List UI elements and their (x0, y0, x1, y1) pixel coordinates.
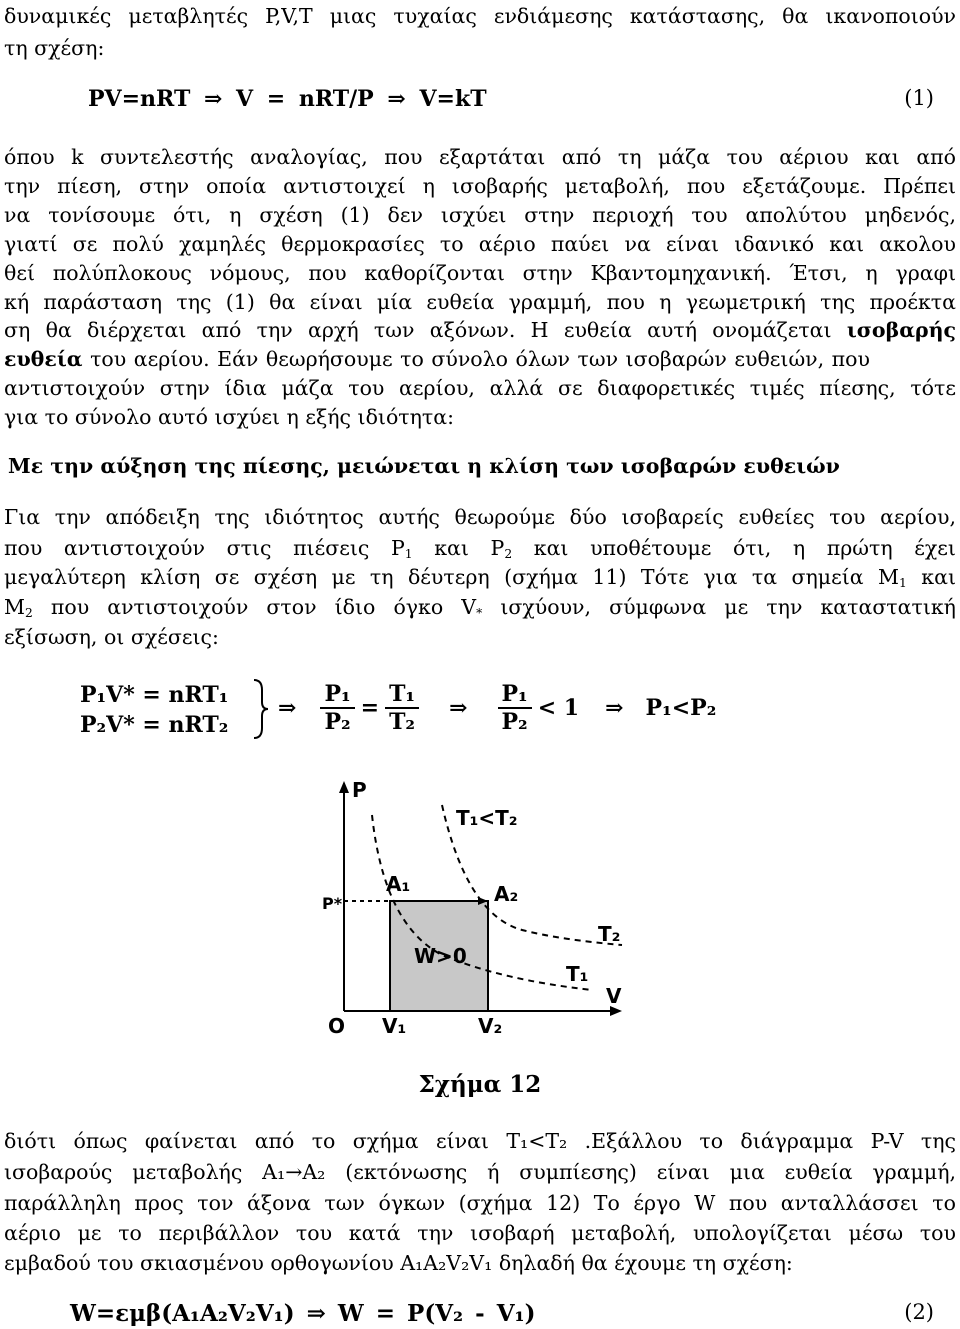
text-line: να τονίσουμε ότι, η σχέση (1) δεν ισχύει στην περιοχή του απολύτου μηδενός, (4, 203, 956, 227)
text-line-part: M (4, 595, 25, 619)
text-line (4, 593, 956, 621)
label-work: W>0 (414, 944, 467, 968)
subscript: 1 (404, 547, 413, 562)
equation-1: PV=nRT ⇒ V = nRT/P ⇒ V=kT (88, 86, 487, 112)
subscript: 1 (899, 576, 907, 591)
text-line-part: που αντιστοιχούν στις πιέσεις P (4, 536, 405, 560)
text-line (4, 316, 956, 344)
pv-diagram-svg (322, 775, 642, 1075)
implies-arrow: ⇒ (278, 695, 297, 721)
text-line: παράλληλη προς τον άξονα των όγκων (σχήμα 12) Το έργο W που ανταλλάσσει το (4, 1191, 956, 1215)
implies-arrow: ⇒ (605, 695, 624, 721)
fraction-p (320, 681, 354, 735)
text-line-part: μεγαλύτερη κλίση σε σχέση με τη δέυτερη (σχήμα 11) Τότε για τα σημεία M (4, 565, 900, 589)
text-line: γιατί σε πολύ χαμηλές θερμοκρασίες το αέριο παύει να είναι ιδανικό και ακολου (4, 232, 956, 256)
figure-caption: Σχήμα 12 (418, 1071, 542, 1098)
label-v1: V₁ (382, 1014, 407, 1038)
subscript: 2 (504, 547, 513, 562)
fraction-denominator: P₂ (501, 709, 528, 735)
label-p-star: P* (322, 894, 343, 913)
equals-sign: = (360, 695, 380, 721)
text-line: αντιστοιχούν στην ίδια μάζα του αερίου, αλλά σε διαφορετικές τιμές πίεσης, τότε (4, 376, 956, 400)
system-row-2: P₂V* = nRT₂ (80, 712, 229, 738)
label-v: V (606, 984, 622, 1008)
fraction-p-ratio (498, 681, 532, 735)
text-line: ισοβαρούς μεταβολής A₁→A₂ (εκτόνωσης ή συμπίεσης) είναι μια ευθεία γραμμή, (4, 1160, 956, 1184)
equation-2-number: (2) (904, 1300, 934, 1324)
pressure-result: P₁<P₂ (645, 695, 717, 721)
text-line: Για την απόδειξη της ιδιότητος αυτής θεωρούμε δύο ισοβαρείς ευθείες του αερίου, (4, 505, 956, 529)
label-t-compare: T₁<T₂ (456, 806, 518, 830)
text-line: εμβαδού του σκιασμένου ορθογωνίου A₁A₂V₂V₁ δηλαδή θα έχουμε τη σχέση: (4, 1251, 793, 1275)
fraction-numerator: P₁ (498, 681, 532, 709)
implies-arrow: ⇒ (449, 695, 468, 721)
text-line: τη σχέση: (4, 36, 105, 60)
brace-icon (250, 676, 270, 742)
text-line: κή παράσταση της (1) θα είναι μία ευθεία γραμμή, που η γεωμετρική της προέκτα (4, 290, 956, 314)
label-a2: A₂ (494, 882, 519, 906)
text-line: για το σύνολο αυτό ισχύει η εξής ιδιότητα: (4, 405, 455, 429)
text-line: αέριο με το περιβάλλον του κατά την ισοβαρή μεταβολή, υπολογίζεται μέσω του (4, 1221, 956, 1245)
text-line (4, 563, 956, 591)
property-statement: Με την αύξηση της πίεσης, μειώνεται η κλίση των ισοβαρών ευθειών (8, 454, 840, 478)
text-line (4, 345, 956, 373)
text-line (4, 534, 956, 562)
text-line-part: ισχύουν, σύμφωνα με την καταστατική (500, 595, 956, 619)
text-line-part: και υποθέτουμε ότι, η πρώτη έχει (533, 536, 956, 560)
label-origin: O (328, 1014, 346, 1038)
text-line: θεί πολύπλοκους νόμους, που καθορίζονται στην Κβαντομηχανική. Έτσι, η γραφι (4, 261, 956, 285)
text-line: εξίσωση, οι σχέσεις: (4, 625, 219, 649)
subscript: 2 (25, 606, 33, 621)
text-line-part: ση θα διέρχεται από την αρχή των αξόνων. Η ευθεία αυτή ονομάζεται (4, 318, 832, 342)
system-row-1: P₁V* = nRT₁ (80, 682, 229, 708)
label-a1: A₁ (386, 872, 411, 896)
bold-term-isobaric: ισοβαρής (846, 318, 956, 342)
text-line-part: και P (434, 536, 505, 560)
fraction-numerator: T₁ (385, 681, 419, 709)
label-p: P (352, 778, 367, 802)
text-line: την πίεση, στην οποία αντιστοιχεί η ισοβαρής μεταβολή, που εξετάζουμε. Πρέπει (4, 174, 956, 198)
label-t2: T₂ (598, 922, 621, 946)
text-line: δυναμικές μεταβλητές P,V,T μιας τυχαίας ενδιάμεσης κατάστασης, θα ικανοποιούν (4, 4, 956, 28)
fraction-t (385, 681, 419, 735)
label-t1: T₁ (566, 962, 589, 986)
p-axis-arrow-icon (339, 781, 349, 793)
text-line-part: που αντιστοιχούν στον ίδιο όγκο V (50, 595, 477, 619)
equation-1-number: (1) (904, 86, 934, 110)
label-v2: V₂ (478, 1014, 503, 1038)
text-line: διότι όπως φαίνεται από το σχήμα είναι T₁<T₂ .Εξάλλου το διάγραμμα P-V της (4, 1129, 956, 1153)
fraction-denominator: T₂ (389, 709, 416, 735)
text-line-part: του αερίου. Εάν θεωρήσουμε το σύνολο όλων των ισοβαρών ευθειών, που (90, 347, 870, 371)
text-line: όπου k συντελεστής αναλογίας, που εξαρτάται από τη μάζα του αέριου και από (4, 145, 956, 169)
equation-system (80, 680, 228, 740)
bold-term-line: ευθεία (4, 347, 83, 371)
subscript: * (476, 606, 483, 621)
pv-diagram (322, 775, 642, 1075)
text-line-part: και (921, 565, 956, 589)
equation-derivation (278, 672, 716, 744)
less-than-one: < 1 (537, 695, 580, 721)
fraction-numerator: P₁ (320, 681, 354, 709)
equation-2: W=εμβ(A₁A₂V₂V₁) ⇒ W = P(V₂ - V₁) (70, 1300, 536, 1327)
fraction-denominator: P₂ (324, 709, 351, 735)
